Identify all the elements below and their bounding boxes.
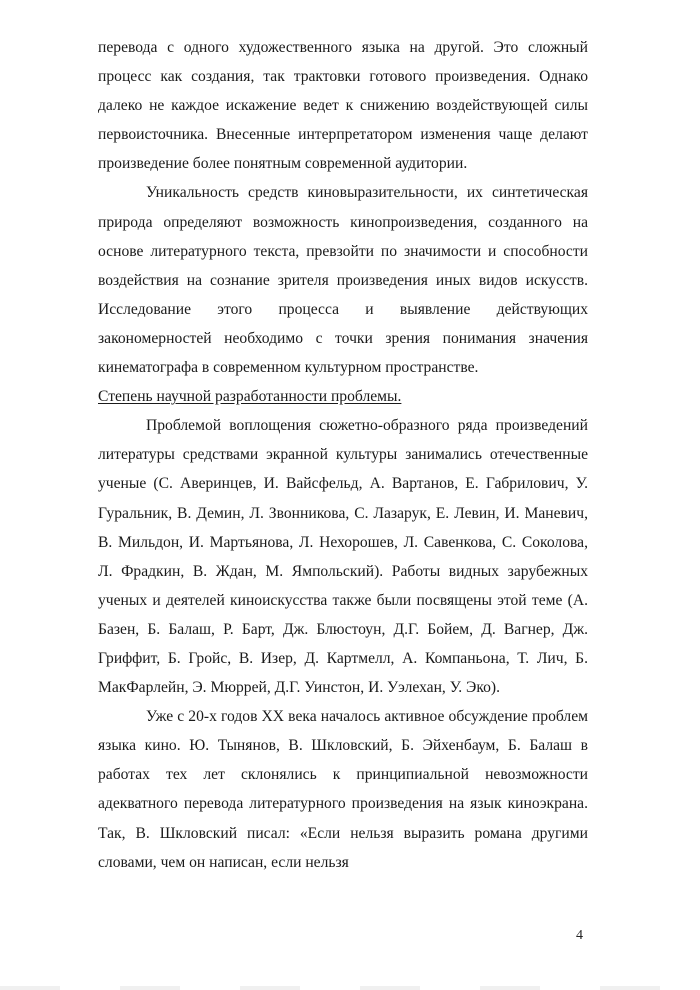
body-text (98, 33, 588, 877)
paragraph-continuation: перевода с одного художественного языка на другой. Это сложный процесс как создания, так трактовки готового произведения. Однако далеко не каждое искажение ведет к снижению воздействующей силы первоисточника. Внесенные интерпретатором изменения чаще делают произведение более понятным современной аудитории. (98, 39, 588, 173)
page-number: 4 (576, 928, 583, 943)
paragraph-scholars: Проблемой воплощения сюжетно-образного ряда произведений литературы средствами экранной культуры занимались отечественные ученые (С. Аверинцев, И. Вайсфельд, А. Вартанов, Е. Габрилович, У. Гуральник, В. Демин, Л. Звонникова, С. Лазарук, Е. Левин, И. Маневич, В. Мильдон, И. Мартьянова, Л. Нехорошев, Л. Савенкова, С. Соколова, Л. Фрадкин, В. Ждан, М. Ямпольский). Работы видных зарубежных ученых и деятелей киноискусства также были посвящены этой теме (А. Базен, Б. Балаш, Р. Барт, Дж. Блюстоун, Д.Г. Бойем, Д. Вагнер, Дж. Гриффит, Б. Гройс, В. Изер, Д. Картмелл, А. Компаньона, Т. Лич, Б. МакФарлейн, Э. Мюррей, Д.Г. Уинстон, И. Уэлехан, У. Эко). (98, 417, 588, 697)
section-heading-text: Степень научной разработанности проблемы. (98, 388, 402, 406)
page-bottom-edge (0, 986, 700, 990)
paragraph-film-language: Уже с 20-х годов XX века началось активное обсуждение проблем языка кино. Ю. Тынянов, В. Шкловский, Б. Эйхенбаум, Б. Балаш в работах тех лет склонялись к принципиальной невозможности адекватного перевода литературного произведения на язык киноэкрана. Так, В. Шкловский писал: «Если нельзя выразить романа другими словами, чем он написан, если нельзя (98, 708, 588, 871)
section-heading (98, 382, 588, 411)
paragraph-cinema-expressiveness: Уникальность средств киновыразительности, их синтетическая природа определяют возможность кинопроизведения, созданного на основе литературного текста, превзойти по значимости и способности воздействия на сознание зрителя произведения иных видов искусств. Исследование этого процесса и выявление действующих закономерностей необходимо с точки зрения понимания значения кинематографа в современном культурном пространстве. (98, 184, 588, 377)
